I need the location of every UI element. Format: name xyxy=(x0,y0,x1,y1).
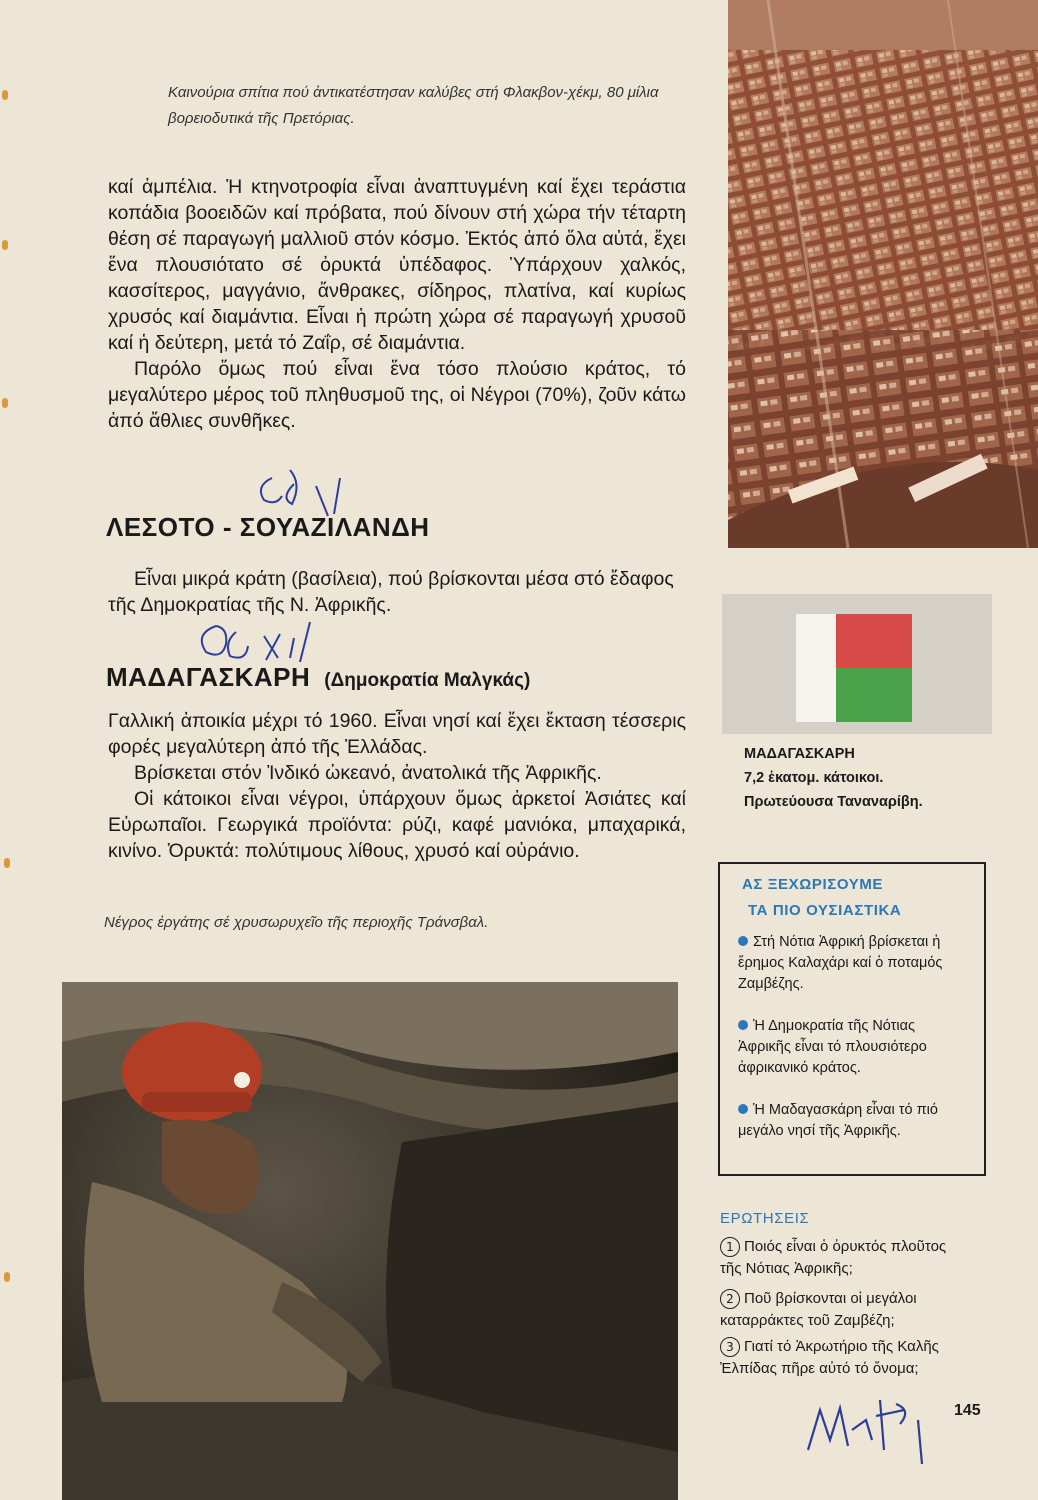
paragraph: Οἱ κάτοικοι εἶναι νέγροι, ὑπάρχουν ὅμως ἀρκετοί Ἀσιάτες καί Εὐρωπαῖοι. Γεωργικά προϊόντα: ρύζι, καφέ μανιόκα, μπαχαρικά, κινίνο. Ὀρυκτά: πολύτιμους λίθους, χρυσό καί οὐράνιο. xyxy=(108,788,686,862)
summary-item xyxy=(738,1016,968,1079)
flag-caption-country: ΜΑΔΑΓΑΣΚΑΡΗ xyxy=(744,746,855,762)
summary-item-text: Στή Νότια Ἀφρική βρίσκεται ἡ ἔρημος Καλαχάρι καί ὁ ποταμός Ζαμβέζης. xyxy=(738,934,943,992)
questions-title: ΕΡΩΤΗΣΕΙΣ xyxy=(720,1210,810,1227)
question-item xyxy=(720,1336,968,1380)
margin-mark xyxy=(2,90,8,100)
question-text: Ποῦ βρίσκονται οἱ μεγάλοι καταρράκτες τοῦ Ζαμβέζη; xyxy=(720,1290,917,1329)
bullet-icon xyxy=(738,1020,748,1030)
paragraph: καί ἀμπέλια. Ἡ κτηνοτροφία εἶναι ἀναπτυγμένη καί ἔχει τεράστια κοπάδια βοοειδῶν καί πρόβατα, πού δίνουν στή χώρα τήν τέταρτη θέση σέ παραγωγή μαλλιοῦ στόν κόσμο. Ἐκτός ἀπό ὅλα αὐτά, ἔχει ἕνα πλουσιότατο σέ ὀρυκτά ὑπέδαφος. Ὑπάρχουν χαλκός, κασσίτερος, μαγγάνιο, ἄνθρακες, σίδηρος, πλατίνα, καί κυρίως χρυσός καί διαμάντια. Εἶναι ἡ πρώτη χώρα σέ παραγωγή χρυσοῦ καί ἡ δεύτερη, μετά τό Ζαΐρ, σέ διαμάντια. xyxy=(108,176,686,354)
paragraph: Εἶναι μικρά κράτη (βασίλεια), πού βρίσκονται μέσα στό ἔδαφος τῆς Δημοκρατίας τῆς Ν. Ἀφρικῆς. xyxy=(108,568,674,616)
bullet-icon xyxy=(738,936,748,946)
flag-caption xyxy=(744,742,1004,814)
bullet-icon xyxy=(738,1104,748,1114)
paragraph: Γαλλική ἀποικία μέχρι τό 1960. Εἶναι νησί καί ἔχει ἔκταση τέσσερις φορές μεγαλύτερη ἀπό τῆς Ἑλλάδας. xyxy=(108,710,686,758)
question-text: Γιατί τό Ἀκρωτήριο τῆς Καλῆς Ἐλπίδας πῆρε αὐτό τό ὄνομα; xyxy=(720,1338,939,1377)
summary-title-line: ΤΑ ΠΙΟ ΟΥΣΙΑΣΤΙΚΑ xyxy=(748,902,902,919)
summary-item-text: Ἡ Δημοκρατία τῆς Νότιας Ἀφρικῆς εἶναι τό πλουσιότερο ἀφρικανικό κράτος. xyxy=(738,1018,927,1076)
flag-caption-capital: Πρωτεύουσα Ταναναρίβη. xyxy=(744,794,923,810)
section-heading-lesotho: ΛΕΣΟΤΟ - ΣΟΥΑΖΙΛΑΝΔΗ xyxy=(106,512,430,542)
photo-caption-top: Καινούρια σπίτια πού ἀντικατέστησαν καλύβες στή Φλακβον-χέκμ, 80 μίλια βορειοδυτικά τῆς Πρετόριας. xyxy=(168,84,659,127)
south-africa-text xyxy=(108,174,686,434)
lesotho-text xyxy=(108,566,686,618)
handwritten-signature xyxy=(800,1380,940,1470)
summary-item xyxy=(738,1100,968,1142)
paragraph: Παρόλο ὅμως πού εἶναι ἕνα τόσο πλούσιο κράτος, τό μεγαλύτερο μέρος τοῦ πληθυσμοῦ της, οἱ Νέγροι (70%), ζοῦν κάτω ἀπό ἄθλιες συνθῆκες. xyxy=(108,358,686,432)
photo-caption-bottom: Νέγρος ἐργάτης σέ χρυσωρυχεῖο τῆς περιοχῆς Τράνσβαλ. xyxy=(104,914,489,931)
question-number: 1 xyxy=(720,1237,740,1257)
summary-title xyxy=(742,872,901,924)
section-heading-madagascar xyxy=(106,662,530,693)
question-text: Ποιός εἶναι ὁ ὀρυκτός πλοῦτος τῆς Νότιας Ἀφρικῆς; xyxy=(720,1238,947,1277)
question-item xyxy=(720,1236,968,1280)
madagascar-flag xyxy=(796,614,912,722)
question-number: 2 xyxy=(720,1289,740,1309)
question-item xyxy=(720,1288,968,1332)
aerial-photo-housing xyxy=(728,0,1038,548)
margin-mark xyxy=(4,858,10,868)
margin-mark xyxy=(2,398,8,408)
question-number: 3 xyxy=(720,1337,740,1357)
flag-white-stripe xyxy=(796,614,836,722)
page-number: 145 xyxy=(954,1402,981,1419)
margin-mark xyxy=(2,240,8,250)
flag-caption-population: 7,2 ἑκατομ. κάτοικοι. xyxy=(744,770,884,786)
flag-red-stripe xyxy=(836,614,912,668)
summary-title-line: ΑΣ ΞΕΧΩΡΙΣΟΥΜΕ xyxy=(742,876,884,893)
summary-item-text: Ἡ Μαδαγασκάρη εἶναι τό πιό μεγάλο νησί τῆς Ἀφρικῆς. xyxy=(738,1102,938,1139)
madagascar-heading: ΜΑΔΑΓΑΣΚΑΡΗ xyxy=(106,662,311,692)
mine-worker-photo xyxy=(62,982,678,1500)
madagascar-subheading: (Δημοκρατία Μαλγκάς) xyxy=(324,670,531,691)
margin-mark xyxy=(4,1272,10,1282)
summary-item xyxy=(738,932,968,995)
paragraph: Βρίσκεται στόν Ἰνδικό ὠκεανό, ἀνατολικά τῆς Ἀφρικῆς. xyxy=(134,762,602,784)
madagascar-text xyxy=(108,708,686,864)
flag-green-stripe xyxy=(836,668,912,722)
